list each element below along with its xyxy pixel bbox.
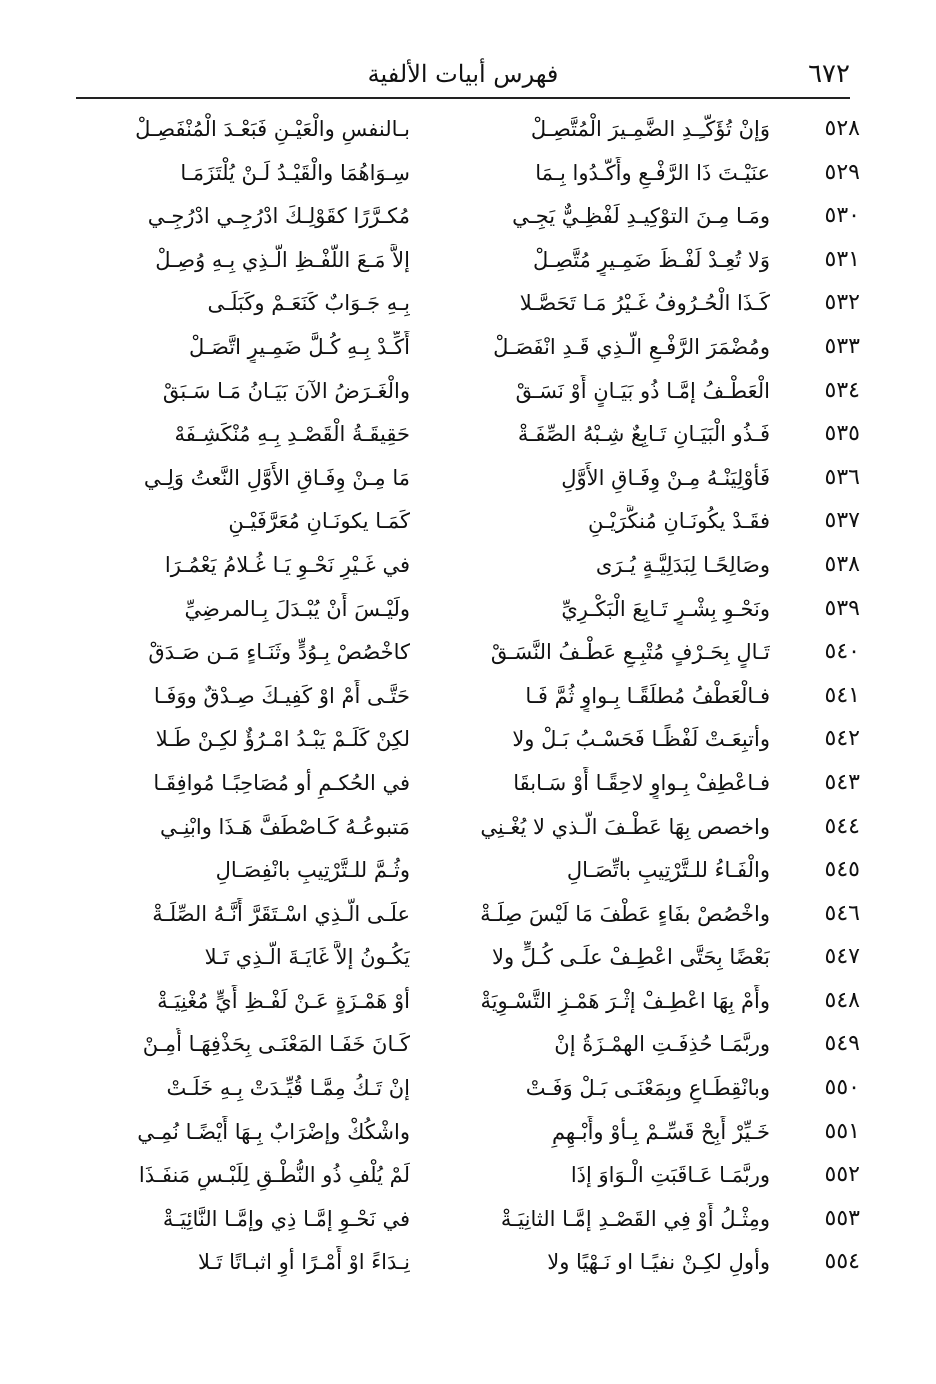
verse-second-hemistich: وثُـمَّ للـتَّرْتِيبِ بانْفِصَـالِ [215, 858, 410, 883]
verse-row [90, 194, 860, 238]
verse-second-hemistich: علَـى الَّـذِي اسْـتَقَرَّ أَنَّـهُ الصِّلَـةْ [152, 901, 410, 926]
verse-second-hemistich: نِـدَاءً اوْ أَمْـرًا أوِ اثبـاتًا تَـلا [197, 1250, 410, 1275]
verse-number: ٥٣٣ [824, 333, 860, 359]
verse-first-hemistich: خَـيِّرْ أَبِحْ قَسِّـمْ بِـأَوْ وأَبْـهِمِ [551, 1119, 770, 1144]
verse-number: ٥٣٨ [824, 551, 860, 577]
page-title: فهرس أبيات الألفية [367, 60, 559, 88]
verse-number: ٥٤٢ [824, 726, 860, 752]
verse-row [90, 412, 860, 456]
verse-row [90, 499, 860, 543]
verse-second-hemistich: سِـوَاهُمَا والْقَيْـدُ لَـنْ يُلْتَزَمَـا [180, 160, 410, 185]
verse-row [90, 456, 860, 500]
verse-row [90, 281, 860, 325]
verse-row [90, 369, 860, 413]
verse-first-hemistich: وأَمْ بِهَا اعْطِـفْ إثْـرَ هَمْـزِ التَّسْـوِيَةْ [480, 988, 770, 1013]
verse-row [90, 1110, 860, 1154]
verse-number: ٥٣١ [824, 246, 860, 272]
page-number: ٦٧٢ [808, 59, 850, 89]
verse-first-hemistich: وَلا تُعِـدْ لَفْـظَ ضَمِـيرٍ مُتَّصِـلْ [533, 247, 770, 272]
verse-first-hemistich: وصَالِحًـا لِبَدَلِيَّـةٍ يُـرَى [595, 552, 770, 577]
verse-second-hemistich: لكِنْ كَلَـمْ يَبْـدُ امْـرُؤٌ لكِـنْ طَـلا [155, 727, 410, 752]
verse-row [90, 238, 860, 282]
verse-row [90, 979, 860, 1023]
verse-first-hemistich: ونَحْـوِ بِشْـرٍ تَـابِعَ الْبَكْـرِيِّ [561, 596, 770, 621]
verse-row [90, 1240, 860, 1284]
verse-number: ٥٤٨ [824, 987, 860, 1013]
verse-first-hemistich: فـاعْطِفْ بِـواوٍ لاحِقًـا أَوْ سَـابقَا [513, 770, 770, 795]
verse-number: ٥٣٠ [824, 203, 860, 229]
verse-row [90, 1022, 860, 1066]
verse-second-hemistich: مَتبوعُـهُ كَـاصْطَفَّ هَـذَا وابْنِـي [160, 814, 410, 839]
verse-number: ٥٣٢ [824, 290, 860, 316]
verse-second-hemistich: كَـانَ خَفَـا المَعْنَـى بِحَذْفِهَـا أُمِـنْ [142, 1032, 410, 1057]
verse-second-hemistich: ولَيْـسَ أَنْ يُبْـدَلَ بِـالمرضِيِّ [184, 596, 410, 621]
verse-row [90, 1153, 860, 1197]
verse-row [90, 717, 860, 761]
verse-number: ٥٣٥ [824, 421, 860, 447]
verse-second-hemistich: إلاَّ مَـعَ اللَّفْـظِ الَّـذِي بِـهِ وُصِـلْ [155, 247, 410, 272]
verse-number: ٥٤٣ [824, 769, 860, 795]
verse-first-hemistich: تَـالٍ بِحَـرْفٍ مُتْبِـعٍ عَطْـفُ النَّسَـقْ [490, 640, 770, 665]
verse-number: ٥٥١ [824, 1118, 860, 1144]
verse-row [90, 848, 860, 892]
verse-number: ٥٥٤ [824, 1249, 860, 1275]
verse-first-hemistich: ومُضْمَرَ الرَّفْـعِ الَّـذِي قَـدِ انْفَصَـلْ [493, 334, 770, 359]
verse-row [90, 151, 860, 195]
verse-first-hemistich: ومَـا مِـنَ التوْكِيـدِ لَفْظِـيٌّ يَجِـي [512, 204, 770, 229]
verse-row [90, 543, 860, 587]
verse-number: ٥٤٠ [824, 639, 860, 665]
verse-row [90, 674, 860, 718]
verse-first-hemistich: فَـذُو الْبَيَـانِ تَـابِعٌ شِـبْهُ الصِّفَـةْ [517, 422, 770, 447]
verse-first-hemistich: الْعَطْـفُ إمَّـا ذُو بَيَـانٍ أَوْ نَسَـقْ [515, 378, 770, 403]
verse-second-hemistich: كاخْصُصْ بِـوُدٍّ وثَنَـاءٍ مَـن صَـدَقْ [148, 640, 410, 665]
verse-second-hemistich: مَا مِـنْ وِفَـاقِ الأَوَّلِ النَّعتُ وَلِـي [143, 465, 410, 490]
verse-row [90, 587, 860, 631]
verse-first-hemistich: وربَّمَـا عَـاقَبَتِ الْـوَاوَ إذَا [570, 1163, 770, 1188]
page-header [76, 54, 850, 98]
verse-second-hemistich: أوْ هَمْـزَةٍ عَـنْ لَفْـظِ أَيٍّ مُغْنِيَـةْ [157, 988, 410, 1013]
verse-first-hemistich: بَعْضًا بِحَتَّى اعْطِـفْ علَـى كُـلٍّ ولا [492, 945, 770, 970]
header-divider [76, 97, 850, 99]
verse-first-hemistich: ومِثْـلُ أَوْ فِي القَصْـدِ إمَّـا الثانِيَـةْ [500, 1206, 770, 1231]
verse-list [90, 107, 860, 1327]
verse-number: ٥٤٧ [824, 944, 860, 970]
verse-row [90, 325, 860, 369]
verse-second-hemistich: واشْكُكْ وإضْرَابٌ بِـهَا أَيْضًـا نُمِـي [137, 1119, 410, 1144]
verse-number: ٥٢٨ [824, 116, 860, 141]
verse-number: ٥٣٩ [824, 595, 860, 621]
verse-row [90, 107, 860, 151]
verse-first-hemistich: واخصص بِهَا عَطْـفَ الَّـذي لا يُغْـنِي [480, 814, 770, 839]
verse-row [90, 630, 860, 674]
verse-first-hemistich: فـالْعَطْفُ مُطلَقًـا بِـواوٍ ثُمَّ فَـا [525, 683, 770, 708]
verse-first-hemistich: فقَـدْ يكُونَـانِ مُنكَّرَيْـنِ [587, 509, 770, 534]
verse-second-hemistich: في الحُكـمِ أو مُصَاحِبًـا مُوافِقَـا [153, 770, 410, 795]
verse-number: ٥٥٠ [824, 1075, 860, 1101]
verse-number: ٥٥٣ [824, 1205, 860, 1231]
verse-row [90, 1197, 860, 1241]
verse-number: ٥٤٥ [824, 857, 860, 883]
verse-second-hemistich: بِـهِ جَـوَابٌ كَنَعَـمْ وكَبَلَـى [207, 291, 410, 316]
verse-first-hemistich: وربَّمَـا حُذِفَـتِ الهمْـزَةُ إنْ [554, 1032, 770, 1057]
verse-second-hemistich: حَقِيقَـةُ الْقَصْـدِ بِـهِ مُنْكَشِـفَهْ [174, 422, 410, 447]
verse-number: ٥٥٢ [824, 1162, 860, 1188]
verse-second-hemistich: لَمْ يُلْفِ ذُو النُّطْـقِ لِلَبْـسٍ مَنفَـذَا [138, 1163, 410, 1188]
verse-first-hemistich: عنَيْـتَ ذَا الرَّفْـعِ وأَكّـدُوا بِـمَا [535, 160, 770, 185]
verse-first-hemistich: وبانْقِطَـاعٍ وبِمَعْنَـى بَـلْ وَفَـتْ [525, 1076, 770, 1101]
verse-number: ٥٤٩ [824, 1031, 860, 1057]
verse-number: ٥٣٦ [824, 464, 860, 490]
verse-row [90, 892, 860, 936]
verse-second-hemistich: والْغَـرَضُ الآنَ بَيَـانُ مَـا سَـبَقْ [162, 378, 410, 403]
verse-number: ٥٣٤ [824, 377, 860, 403]
verse-second-hemistich: إنْ تَـكُ مِمَّـا قُيِّـدَتْ بِـهِ خَلَـتْ [166, 1076, 410, 1101]
verse-first-hemistich: كَـذَا الْحُـرُوفُ غَـيْرُ مَـا تَحَصَّـلا [519, 291, 770, 316]
verse-second-hemistich: حَتَّـى أَمْ اوْ كَفِيـكَ صِـدْقٌ ووَفَـا [153, 683, 410, 708]
verse-number: ٥٣٧ [824, 508, 860, 534]
verse-second-hemistich: كَمَـا يكونَـانِ مُعَرَّفَيْـنِ [228, 509, 410, 534]
verse-number: ٥٤٦ [824, 900, 860, 926]
verse-row [90, 935, 860, 979]
verse-number: ٥٤١ [824, 682, 860, 708]
verse-second-hemistich: في نَحْـوِ إمَّـا ذِي وإمَّـا النَّائِيَـةْ [162, 1206, 410, 1231]
verse-second-hemistich: في غَـيْرِ نَحْـوِ يَـا غُـلامُ يَعْمُـرَا [164, 552, 410, 577]
verse-first-hemistich: واخْصُصْ بفَاءٍ عَطْفَ مَا لَيْسَ صِلَـةْ [480, 901, 770, 926]
verse-second-hemistich: يَكُـونُ إلاَّ غَايَـةَ الَّـذِي تَـلا [204, 945, 410, 970]
verse-row [90, 805, 860, 849]
verse-second-hemistich: بـالنفسِ والْعَيْـنِ فَبَعْـدَ الْمُنْفَصِـلْ [135, 117, 410, 141]
verse-first-hemistich: وأولِ لكِـنْ نفيًـا او نَـهْيًا ولا [547, 1250, 770, 1275]
verse-row [90, 761, 860, 805]
verse-first-hemistich: فَأَوْلِيَنْـهُ مِـنْ وِفَـاقِ الأَوَّلِ [561, 465, 770, 490]
verse-second-hemistich: أَكِّـدْ بِـهِ كُـلَّ ضَمِـيرٍ اتَّصَـلْ [188, 334, 410, 359]
verse-number: ٥٤٤ [824, 813, 860, 839]
verse-number: ٥٢٩ [824, 159, 860, 185]
verse-first-hemistich: والْفَـاءُ للـتَّرْتِيبِ باتِّصَـالِ [566, 858, 770, 883]
verse-first-hemistich: وأتبِعَـتْ لَفْظًـا فَحَسْـبُ بَـلْ ولا [512, 727, 770, 752]
verse-first-hemistich: وَإنْ تُؤَكّـِـدِ الضَّمِـيرَ الْمُتَّصِـلْ [530, 117, 770, 141]
verse-row [90, 1066, 860, 1110]
verse-second-hemistich: مُكـرَّرًا كقَوْلِـكَ ادْرُجِـي ادْرُجِـي [147, 204, 410, 229]
